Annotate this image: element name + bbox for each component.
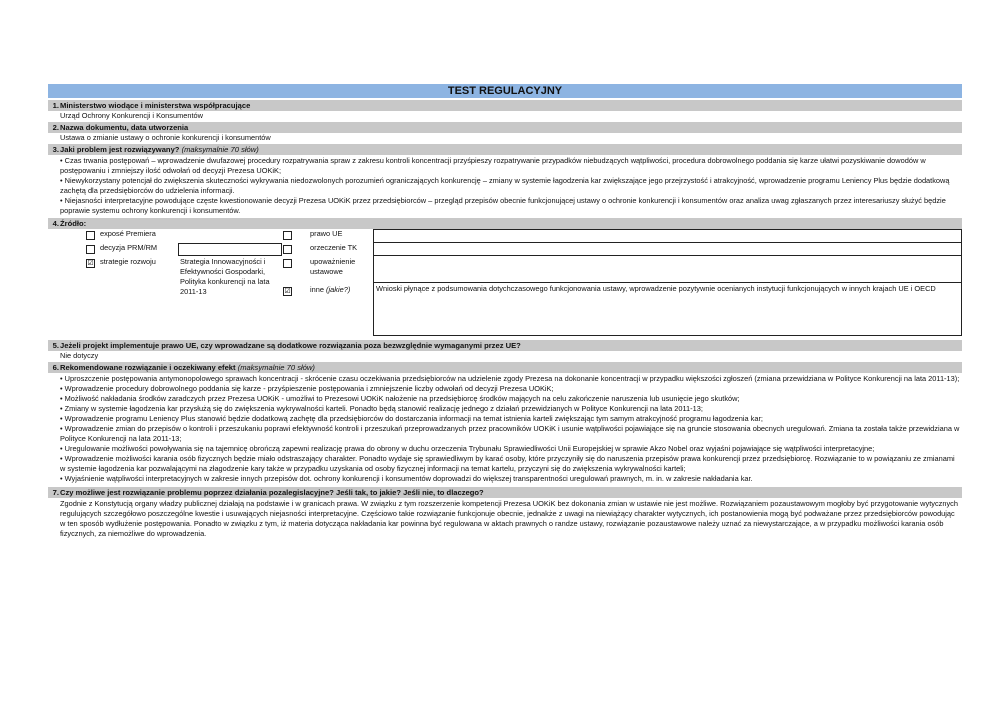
list-item: • Zmiany w systemie łagodzenia kar przysłużą się do zwiększenia wykrywalności karteli. Ponadto będą stanowić realizację jednego z działań przewidzianych w Polityce Konkurencji na lata 2011-13; bbox=[60, 404, 703, 413]
regulatory-test-form bbox=[48, 84, 962, 539]
section-3-header bbox=[48, 144, 962, 155]
section-3-body bbox=[48, 155, 962, 216]
expose-label: exposé Premiera bbox=[100, 229, 156, 238]
section-4-header bbox=[48, 218, 962, 229]
orzeczenie-input[interactable] bbox=[373, 242, 962, 256]
section-sublabel: (maksymalnie 70 słów) bbox=[237, 363, 315, 372]
section-label: Jeżeli projekt implementuje prawo UE, czy wprowadzane są dodatkowe rozwiązania poza bezwzględnie wymaganymi przez UE? bbox=[60, 341, 521, 350]
strategie-text: Strategia Innowacyjności i Efektywności Gospodarki, Polityka konkurencji na lata 2011-13 bbox=[180, 257, 270, 296]
section-7-header bbox=[48, 487, 962, 498]
section-5-body bbox=[48, 351, 962, 361]
section-label: Jaki problem jest rozwiązywany? bbox=[60, 145, 180, 154]
section-2-body bbox=[48, 133, 962, 143]
section-label: Nazwa dokumentu, data utworzenia bbox=[60, 123, 189, 132]
section-number: 3. bbox=[52, 145, 59, 154]
section-1-header bbox=[48, 100, 962, 111]
section-7-body bbox=[48, 498, 962, 539]
page-title: TEST REGULACYJNY bbox=[48, 84, 962, 98]
section-number: 4. bbox=[52, 219, 59, 228]
section-label: Źródło: bbox=[60, 219, 87, 228]
inne-input[interactable] bbox=[373, 282, 962, 336]
source-panel bbox=[48, 229, 962, 339]
section-sublabel: (maksymalnie 70 słów) bbox=[181, 145, 259, 154]
list-item: • Możliwość nakładania środków zaradczych przez Prezesa UOKiK - umożliwi to Prezesowi UOKiK nałożenie na przedsiębiorcę środków mających na celu zakończenie naruszenia lub usunięcie jego skutków; bbox=[60, 394, 740, 403]
prawo-checkbox[interactable] bbox=[283, 231, 292, 240]
list-item: • Wprowadzenie programu Leniency Plus stanowić będzie dodatkową zachętę dla przedsiębiorców do dostarczania informacji na temat istnienia karteli zwiększając tym samym atrakcyjność programu łagodzenia kar; bbox=[60, 414, 763, 423]
upowaznienie-input[interactable] bbox=[373, 255, 962, 283]
list-item: • Niewykorzystany potencjał do zwiększenia skuteczności wykrywania niedozwolonych porozumień ograniczających konkurencję – zmiany w systemie łagodzenia kar zwiększające jego przejrzystość i atrakcyjność, wprowadzenie programu Leniency Plus będzie dodatkową zachętą dla przedsiębiorców do udzielenia informacji. bbox=[60, 176, 950, 195]
inne-text: inne bbox=[310, 285, 324, 294]
section-1-body bbox=[48, 111, 962, 121]
section-text: Nie dotyczy bbox=[60, 351, 99, 360]
list-item: • Wyjaśnienie wątpliwości interpretacyjnych w zakresie innych przepisów dot. ochrony konkurencji i konsumentów doprowadzi do większej transparentności uregulowań prawnych, m. in. w zakresie nakładania kar. bbox=[60, 474, 753, 483]
inne-input-text: Wnioski płynące z podsumowania dotychczasowego funkcjonowania ustawy, wprowadzenie pozytywnie ocenianych instytucji funkcjonujących w innych krajach UE i OECD bbox=[376, 284, 936, 293]
orzeczenie-label: orzeczenie TK bbox=[310, 243, 358, 252]
decyzja-checkbox[interactable] bbox=[86, 245, 95, 254]
section-6-body bbox=[48, 373, 962, 484]
decyzja-input[interactable] bbox=[178, 243, 282, 256]
section-number: 1. bbox=[52, 101, 59, 110]
prawo-label: prawo UE bbox=[310, 229, 343, 238]
section-number: 5. bbox=[52, 341, 59, 350]
strategie-checkbox[interactable]: ☑ bbox=[87, 260, 94, 267]
section-label: Czy możliwe jest rozwiązanie problemu poprzez działania pozalegislacyjne? Jeśli tak, to jakie? Jeśli nie, to dlaczego? bbox=[60, 488, 484, 497]
section-label: Rekomendowane rozwiązanie i oczekiwany efekt bbox=[60, 363, 236, 372]
strategie-label: strategie rozwoju bbox=[100, 257, 156, 266]
list-item: • Uregulowanie możliwości powoływania się na tajemnicę obrończą zapewni realizację prawa do obrony w duchu orzeczenia Trybunału Sprawiedliwości Unii Europejskiej w sprawie Akzo Nobel oraz wyjaśni pojawiające się wątpliwości interpretacyjne; bbox=[60, 444, 875, 453]
inne-sublabel: (jakie?) bbox=[326, 285, 351, 294]
section-text: Urząd Ochrony Konkurencji i Konsumentów bbox=[60, 111, 203, 120]
section-2-header bbox=[48, 122, 962, 133]
list-item: • Wprowadzenie procedury dobrowolnego poddania się karze - przyśpieszenie postępowania i zmniejszenie liczby odwołań od decyzji Prezesa UOKiK; bbox=[60, 384, 554, 393]
inne-label bbox=[310, 285, 350, 295]
list-item: • Wprowadzenie zmian do przepisów o kontroli i przeszukaniu poprawi efektywność kontroli i przeszukań przeprowadzanych przez pracowników UOKiK i usunie wątpliwości pojawiające się na gruncie stosowania obecnych uregulowań. Zmiana ta została także przewidziana w Polityce Konkurencji na lata 2011-13; bbox=[60, 424, 960, 443]
list-item: • Czas trwania postępowań – wprowadzenie dwufazowej procedury rozpatrywania spraw z zakresu kontroli koncentracji przyśpieszy rozpatrywanie przypadków niebudzących wątpliwości, procedura dobrowolnego poddania się karze ułatwi pozyskiwanie dowodów w postępowaniu i zmniejszy ilość odwołań od decyzji Prezesa UOKiK; bbox=[60, 156, 926, 175]
upowaznienie-label: upoważnienie ustawowe bbox=[310, 257, 356, 276]
list-item: • Uproszczenie postępowania antymonopolowego sprawach koncentracji - skrócenie czasu oczekiwania przedsiębiorców na udzielenie zgody Prezesa na dokonanie koncentracji w przypadku większości zgłoszeń (zmiana przewidziana w Polityce Konkurencji na lata 2011-13); bbox=[60, 374, 960, 383]
section-label: Ministerstwo wiodące i ministerstwa współpracujące bbox=[60, 101, 251, 110]
section-text: Zgodnie z Konstytucją organy władzy publicznej działają na podstawie i w granicach prawa. W związku z tym rozszerzenie kompetencji Prezesa UOKiK bez dokonania zmian w ustawie nie jest możliwe. Rozwiązaniem pozaustawowym mogłoby być przygotowanie wytycznych regulujących szczegółowo poszczególne kwestie i usuwających niejasności interpretacyjne. Częściowo takie rozwiązanie funkcjonuje obecnie, jednakże z uwagi na niewiążący charakter wytycznych, ich postanowienia mogą być podważane przez przedsiębiorców powodując w ten sposób wydłużenie postępowania. Ponadto w związku z tym, iż materia dotycząca nakładania kar powinna być regulowana w aktach prawnych o randze ustawy, rozwiązanie pozaustawowe należy uznać za niewystarczające, a w przypadku możliwości karania osób fizycznych, za niemożliwe do wprowadzenia. bbox=[60, 499, 958, 538]
decyzja-label: decyzja PRM/RM bbox=[100, 243, 158, 252]
list-item: • Wprowadzenie możliwości karania osób fizycznych będzie miało odstraszający charakter. Ponadto wydaje się sprawiedliwym by karać osoby, które przyczyniły się do naruszenia przepisów prawa konkurencji przez przedsiębiorcę. Rozwiązanie to w powiązaniu ze zmianami w systemie łagodzenia kar pozwalającymi na złagodzenie kary także w przypadku uzyskania od osoby fizycznej informacji na temat kartelu, przyczyni się do zwiększenia wykrywalności karteli; bbox=[60, 454, 955, 473]
section-5-header bbox=[48, 340, 962, 351]
orzeczenie-checkbox[interactable] bbox=[283, 245, 292, 254]
expose-checkbox[interactable] bbox=[86, 231, 95, 240]
upowaznienie-checkbox[interactable] bbox=[283, 259, 292, 268]
section-text: Ustawa o zmianie ustawy o ochronie konkurencji i konsumentów bbox=[60, 133, 271, 142]
section-number: 2. bbox=[52, 123, 59, 132]
list-item: • Niejasności interpretacyjne powodujące częste kwestionowanie decyzji Prezesa UOKiK przez przedsiębiorców – przegląd przepisów obecnie funkcjonującej ustawy o ochronie konkurencji i konsumentów oraz analiza uwag zgłaszanych przez interesariuszy służyć będzie poprawie systemu ochrony konkurencji i konsumentów. bbox=[60, 196, 946, 215]
section-number: 7. bbox=[52, 488, 59, 497]
section-6-header bbox=[48, 362, 962, 373]
section-number: 6. bbox=[52, 363, 59, 372]
prawo-input[interactable] bbox=[373, 229, 962, 243]
inne-checkbox[interactable]: ☑ bbox=[284, 288, 291, 295]
